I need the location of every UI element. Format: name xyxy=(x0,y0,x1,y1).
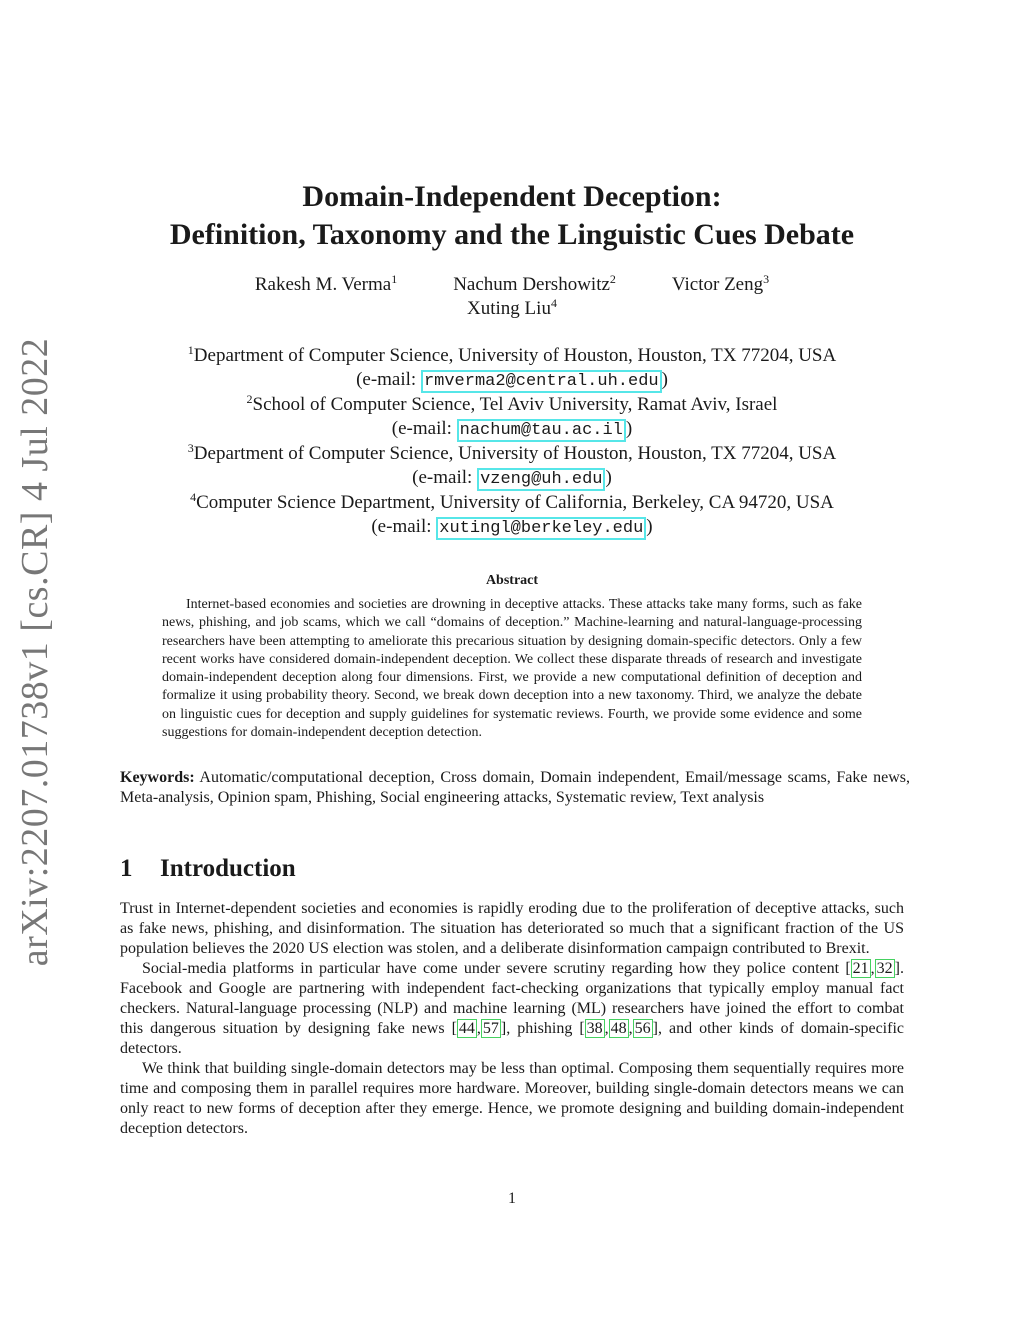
arxiv-sidebar xyxy=(10,337,60,967)
citation-link[interactable]: 44 xyxy=(458,1020,475,1037)
citation-link[interactable]: 38 xyxy=(586,1020,603,1037)
paragraph: Social-media platforms in particular have come under severe scrutiny regarding how they police content [ 21 , 32 ]. Facebook and Google are partnering with independent fact-checking organizations that typically employ manual fact checkers. Natural-language processing (NLP) and machine learning (ML) researchers have joined the effort to combat this dangerous situation by designing fake news [ 44 , 57 ], phishing [ 38 , 48 , 56 ], and other kinds of domain-specific detectors. xyxy=(120,960,904,1057)
section-title: Introduction xyxy=(160,855,296,882)
affiliation: $^2$School of Computer Science, Tel Aviv University, Ramat Aviv, Israel xyxy=(246,392,778,415)
affiliation-email-line: (e-mail: rmverma2@central.uh.edu ) xyxy=(356,368,668,391)
email-link[interactable]: nachum@tau.ac.il xyxy=(457,419,626,442)
body-text xyxy=(120,899,904,1139)
paragraph: Trust in Internet-dependent societies and economies is rapidly eroding due to the proliferation of deceptive attacks, such as fake news, phishing, and disinformation. The situation has deteriorated so much that a significant fraction of the US population believes the 2020 US election was stolen, and a deliberate disinformation campaign contributed to Brexit. xyxy=(120,900,904,957)
author: Nachum Dershowitz$^2$ xyxy=(453,272,616,295)
affiliation: $^1$Department of Computer Science, University of Houston, Houston, TX 77204, USA xyxy=(187,343,837,366)
abstract-heading: Abstract xyxy=(485,573,539,588)
section-heading xyxy=(120,855,296,883)
email-link[interactable]: vzeng@uh.edu xyxy=(477,468,605,491)
citation-link[interactable]: 56 xyxy=(634,1020,651,1037)
citation-link[interactable]: 32 xyxy=(876,960,893,977)
affiliation: $^3$Department of Computer Science, University of Houston, Houston, TX 77204, USA xyxy=(187,441,837,464)
page-number: 1 xyxy=(508,1190,516,1207)
author-row-1 xyxy=(100,273,924,297)
keywords-label: Keywords: xyxy=(120,769,195,786)
paragraph: We think that building single-domain detectors may be less than optimal. Composing them sequentially requires more time and composing them in parallel requires more hardware. Moreover, building single-domain detectors means we can only react to new forms of deception after they emerge. Hence, we promote designing and building domain-independent deception detectors. xyxy=(120,1060,904,1137)
arxiv-identifier: arXiv:2207.01738v1 [cs.CR] 4 Jul 2022 xyxy=(14,337,56,967)
email-link[interactable]: rmverma2@central.uh.edu xyxy=(421,370,662,393)
author-list xyxy=(100,273,924,321)
paper-title xyxy=(100,178,924,254)
keywords xyxy=(120,768,910,809)
citation-link[interactable]: 21 xyxy=(852,960,869,977)
citation-link[interactable]: 57 xyxy=(482,1020,499,1037)
keywords-text: Automatic/computational deception, Cross domain, Domain independent, Email/message scams, Fake news, Meta-analysis, Opinion spam, Phishing, Social engineering attacks, Systematic review, Text analysis xyxy=(120,769,911,807)
section-number: 1 xyxy=(120,855,133,882)
title-line-1: Domain-Independent Deception: xyxy=(302,180,722,213)
affiliation: $^4$Computer Science Department, University of California, Berkeley, CA 94720, USA xyxy=(190,490,834,513)
affiliation-email-line: (e-mail: nachum@tau.ac.il ) xyxy=(391,417,633,440)
abstract-text: Internet-based economies and societies are drowning in deceptive attacks. These attacks take many forms, such as fake news, phishing, and job scams, which we call “domains of deception.” Machine-learning and natural-language-processing researchers have been attempting to ameliorate this precarious situation by designing domain-specific detectors. Only a few recent works have considered domain-independent deception. We collect these disparate threads of research and investigate domain-independent deception along four dimensions. First, we provide a new computational definition of deception and formalize it using probability theory. Second, we break down deception into a new taxonomy. Third, we analyze the debate on linguistic cues for deception and supply guidelines for systematic reviews. Fourth, we provide some evidence and some suggestions for domain-independent deception detection. xyxy=(162,597,862,741)
email-link[interactable]: xutingl@berkeley.edu xyxy=(436,517,646,540)
author: Xuting Liu$^4$ xyxy=(467,296,557,319)
affiliations xyxy=(100,344,924,540)
citation-link[interactable]: 48 xyxy=(610,1020,627,1037)
author: Rakesh M. Verma$^1$ xyxy=(254,272,398,295)
affiliation-email-line: (e-mail: vzeng@uh.edu ) xyxy=(412,466,612,489)
title-line-2: Definition, Taxonomy and the Linguistic Cues Debate xyxy=(169,218,855,251)
author: Victor Zeng$^3$ xyxy=(671,272,770,295)
affiliation-email-line: (e-mail: xutingl@berkeley.edu ) xyxy=(371,515,653,538)
author-row-2 xyxy=(100,297,924,321)
